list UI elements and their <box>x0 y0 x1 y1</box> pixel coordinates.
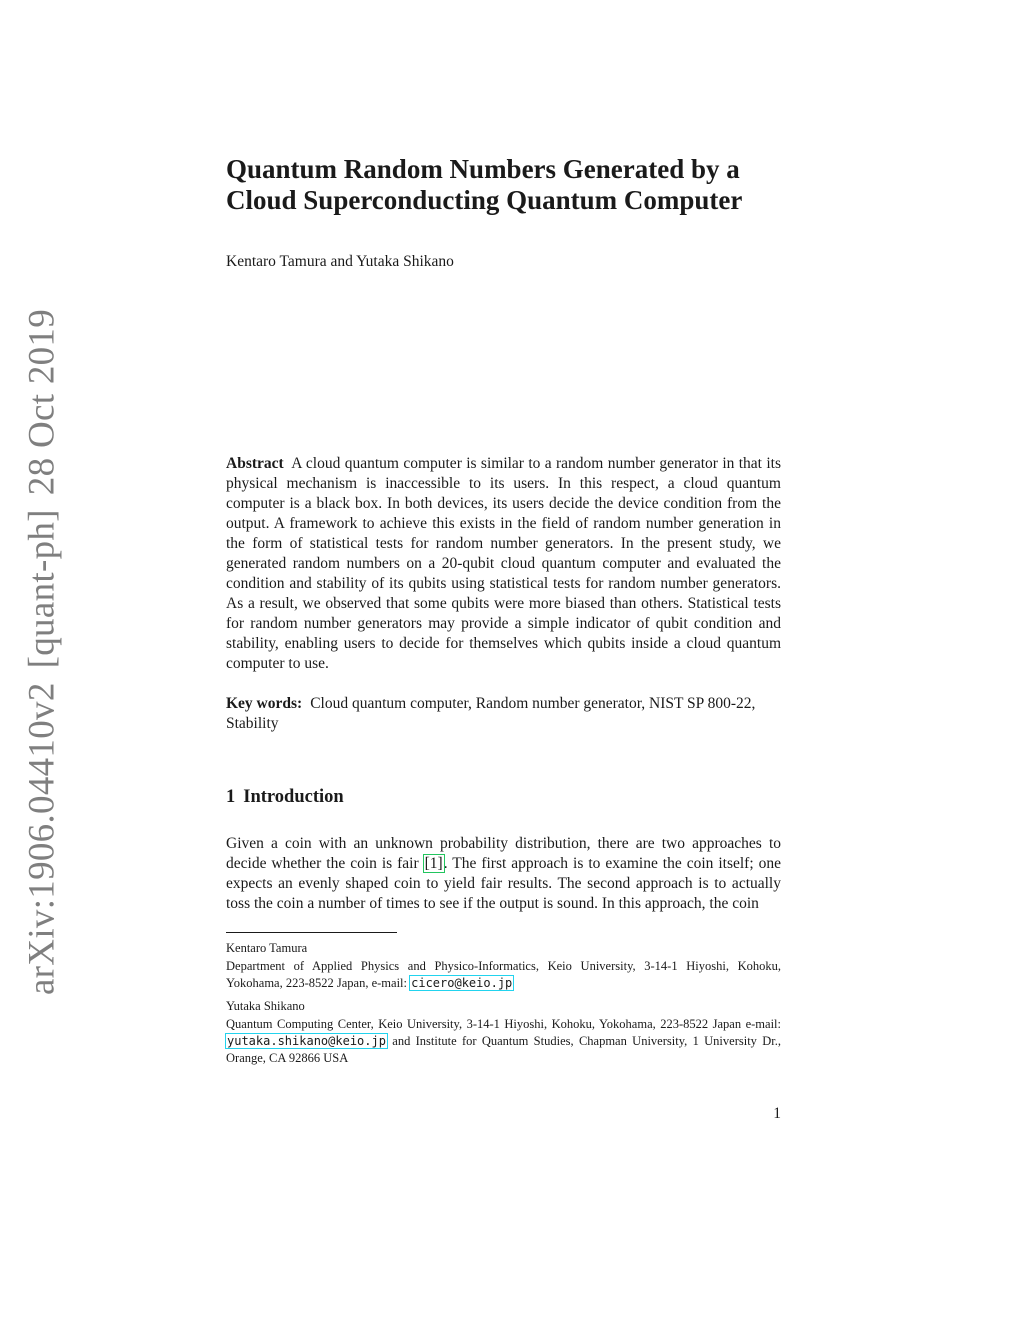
paper-title <box>226 154 781 216</box>
section-heading-introduction <box>226 786 781 808</box>
author-email-link[interactable]: yutaka.shikano@keio.jp <box>227 1034 386 1048</box>
arxiv-id: arXiv:1906.04410v2 <box>21 682 63 996</box>
footnote-affiliation: Department of Applied Physics and Physico-Informatics, Keio University, 3-14-1 Hiyoshi, Kohoku, Yokohama, 223-8522 Japan, e-mail: <box>226 959 781 990</box>
keywords <box>226 694 781 734</box>
footnote-affiliation: Quantum Computing Center, Keio University, 3-14-1 Hiyoshi, Kohoku, Yokohama, 223-8522 Japan e-mail: <box>226 1017 781 1031</box>
footnote-author-name: Kentaro Tamura <box>226 941 308 955</box>
abstract-label: Abstract <box>226 455 284 472</box>
section-number: 1 <box>226 787 236 807</box>
author-list: Kentaro Tamura and Yutaka Shikano <box>226 253 454 270</box>
title-line-1: Quantum Random Numbers Generated by a <box>226 154 740 184</box>
arxiv-date: 28 Oct 2019 <box>21 308 63 496</box>
arxiv-category: [quant-ph] <box>21 509 63 669</box>
introduction-paragraph <box>226 834 781 914</box>
footnote-author-name: Yutaka Shikano <box>226 999 305 1013</box>
abstract <box>226 454 781 674</box>
intro-text-part-1: Given a coin with an unknown probability distribution, there are two approaches to decide whether the coin is fair <box>226 835 781 872</box>
arxiv-identifier-stamp <box>21 309 64 995</box>
keywords-text: Cloud quantum computer, Random number generator, NIST SP 800-22, Stability <box>226 695 756 732</box>
footnote-divider <box>226 932 397 933</box>
section-title: Introduction <box>243 787 344 807</box>
title-line-2: Cloud Superconducting Quantum Computer <box>226 185 743 215</box>
footnote-author-2 <box>226 998 781 1067</box>
page-number: 1 <box>773 1105 781 1122</box>
author-email-link[interactable]: cicero@keio.jp <box>411 976 513 990</box>
citation-link[interactable]: [1] <box>424 855 443 872</box>
intro-text-part-2: . The first approach is to examine the coin itself; one expects an evenly shaped coin to yield fair results. The second approach is to actually toss the coin a number of times to see if the output is sound. In this approach, the coin <box>226 855 781 912</box>
keywords-label: Key words: <box>226 695 303 712</box>
abstract-text: A cloud quantum computer is similar to a random number generator in that its physical mechanism is inaccessible to its users. In this respect, a cloud quantum computer is a black box. In both devices, its users decide the device condition from the output. A framework to achieve this exists in the field of random number generation in the form of statistical tests for random number generators. In the present study, we generated random numbers on a 20-qubit cloud quantum computer and evaluated the condition and stability of its qubits using statistical tests for random number generators. As a result, we observed that some qubits were more biased than others. Statistical tests for random number generators may provide a simple indicator of qubit condition and stability, enabling users to decide for themselves which qubits inside a cloud quantum computer to use. <box>226 455 781 672</box>
footnote-after-email: and Institute for Quantum Studies, Chapman University, 1 University Dr., Orange, CA 92866 USA <box>226 1034 781 1065</box>
footnote-author-1 <box>226 940 781 992</box>
